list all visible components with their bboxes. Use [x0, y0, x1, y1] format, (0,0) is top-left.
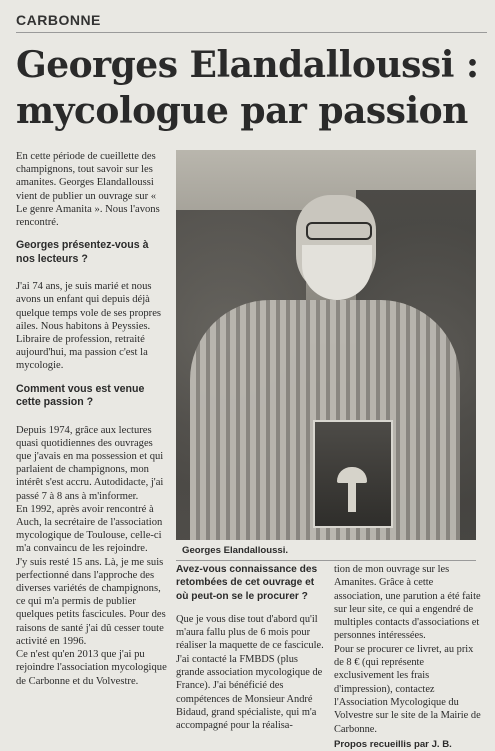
headline — [16, 42, 486, 134]
caption-divider — [176, 560, 476, 561]
portrait-photo — [176, 150, 476, 540]
intro-paragraph: En cette période de cueillette des champignons, tout savoir sur les amanites. Georges Elandalloussi vient de publier un ouvrage sur « Le genre Amanita ». Nous l'avons rencontré. — [16, 151, 160, 229]
glasses — [306, 222, 372, 240]
article-column-3 — [334, 563, 482, 751]
amanita-book — [313, 420, 393, 528]
headline-line-2: mycologue par passion — [16, 90, 468, 132]
mushroom-stem-icon — [348, 482, 356, 512]
article-column-1 — [16, 150, 168, 698]
question-3: Avez-vous connaissance des retombées de cet ouvrage et où peut-on se le procurer ? — [176, 564, 318, 602]
answer-1: J'ai 74 ans, je suis marié et nous avons un enfant qui depuis déjà quelque temps vole de ses propres ailes. Nous habitons à Peyssies. Libraire de profession, retraité aujourd'hui, ma passion c'est la mycologie. — [16, 281, 162, 372]
answer-2: Depuis 1974, grâce aux lectures quasi quotidiennes des ouvrages que j'avais en ma possession et qui parlaient de champignons, mon intérêt s'est accru. Autodidacte, j'ai passé 7 à 8 ans à m'informer. — [16, 424, 164, 502]
photo-caption: Georges Elandalloussi. — [182, 545, 289, 556]
rubric-divider — [16, 32, 487, 33]
mushroom-cap-icon — [337, 467, 367, 483]
answer-3-continued: tion de mon ouvrage sur les Amanites. Grâce à cette association, une parution a été faite sur leur site, ce qui a engendré de multiples contacts d'associations et personnes intéressées. — [334, 564, 481, 642]
answer-2-paragraph-2: En 1992, après avoir rencontré à Auch, la secrétaire de l'association mycologique de Toulouse, celle-ci m'a convaincu de les rejoindre. — [16, 503, 163, 555]
answer-3: Que je vous dise tout d'abord qu'il m'aura fallu plus de 6 mois pour réaliser la maquette de ce fascicule. J'ai contacté la FMBDS (plus grande association mycologique de France). J'ai bénéficié des compétences de Monsieur André Bidaud, grand spécialiste, qui m'a accompagné pour la réalisa- — [176, 613, 324, 732]
article-column-2 — [176, 563, 324, 733]
question-2: Comment vous est venue cette passion ? — [16, 382, 145, 409]
answer-3-price: Pour se procurer ce livret, au prix de 8 € (qui représente exclusivement les frais d'impression), contactez l'Association Mycologique du Volvestre sur le site de la Mairie de Carbonne. — [334, 643, 481, 735]
headline-line-1: Georges Elandalloussi : — [16, 44, 479, 86]
question-1: Georges présentez-vous à nos lecteurs ? — [16, 239, 149, 265]
answer-2-paragraph-4: Ce n'est qu'en 2013 que j'ai pu rejoindre l'association mycologique de Carbonne et du Volvestre. — [16, 649, 167, 687]
section-rubric: CARBONNE — [16, 12, 101, 28]
answer-2-paragraph-3: J'y suis resté 15 ans. Là, je me suis perfectionné dans l'approche des diverses variétés de champignons, ce qui m'a permis de publier quelques petits fascicules. Pour des raisons de santé j'ai dû cesser toute activité en 1996. — [16, 556, 166, 647]
byline: Propos recueillis par J. B. — [334, 738, 452, 750]
